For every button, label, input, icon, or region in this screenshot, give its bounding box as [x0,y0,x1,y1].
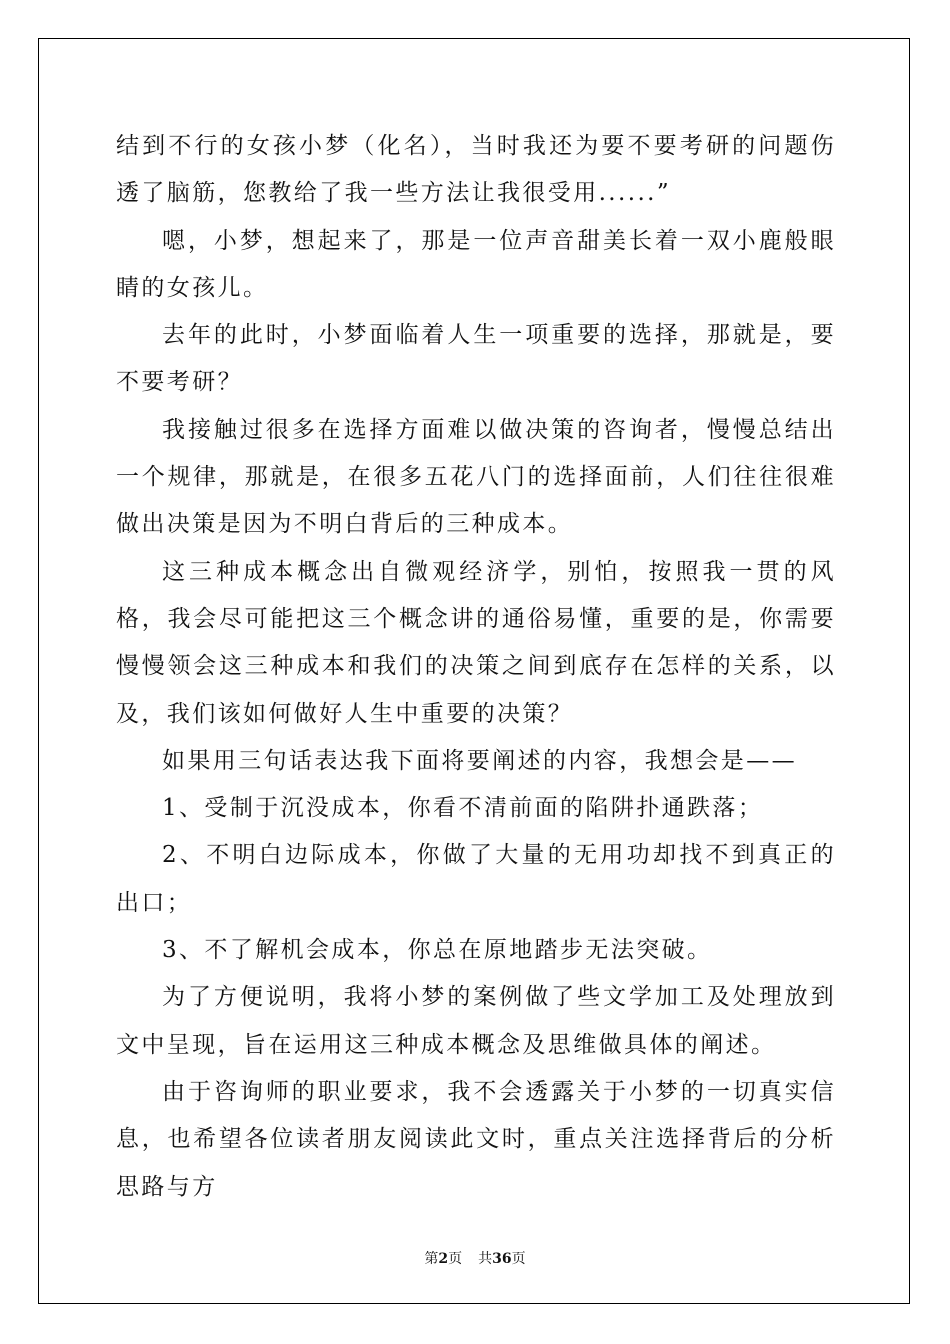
page-suffix: 页 [448,1251,463,1267]
paragraph: 这三种成本概念出自微观经济学，别怕，按照我一贯的风格，我会尽可能把这三个概念讲的通俗易懂，重要的是，你需要慢慢领会这三种成本和我们的决策之间到底存在怎样的关系，以及，我们该如何做好人生中重要的决策？ [116,558,836,727]
list-item: 2、不明白边际成本，你做了大量的无用功却找不到真正的出口； [116,842,836,916]
paragraph: 为了方便说明，我将小梦的案例做了些文学加工及处理放到文中呈现，旨在运用这三种成本概念及思维做具体的阐述。 [116,984,836,1058]
paragraph: 结到不行的女孩小梦（化名），当时我还为要不要考研的问题伤透了脑筋，您教给了我一些方法让我很受用......” [116,133,836,207]
total-suffix: 页 [511,1251,526,1267]
paragraph: 由于咨询师的职业要求，我不会透露关于小梦的一切真实信息，也希望各位读者朋友阅读此文时，重点关注选择背后的分析思路与方 [116,1078,836,1200]
paragraph: 去年的此时，小梦面临着人生一项重要的选择，那就是，要不要考研？ [116,322,836,396]
page-prefix: 第 [424,1251,439,1267]
total-pages: 36 [492,1251,512,1267]
list-item: 3、不了解机会成本，你总在原地踏步无法突破。 [162,937,713,964]
paragraph: 嗯，小梦，想起来了，那是一位声音甜美长着一双小鹿般眼睛的女孩儿。 [116,227,836,301]
paragraph: 如果用三句话表达我下面将要阐述的内容，我想会是—— [162,747,797,774]
page-number: 2 [438,1251,449,1267]
paragraph: 我接触过很多在选择方面难以做决策的咨询者，慢慢总结出一个规律，那就是，在很多五花八门的选择面前，人们往往很难做出决策是因为不明白背后的三种成本。 [116,416,836,538]
document-body [116,123,836,1211]
page-footer [0,1248,950,1268]
total-prefix: 共 [478,1251,493,1267]
list-item: 1、受制于沉没成本，你看不清前面的陷阱扑通跌落； [162,795,764,822]
